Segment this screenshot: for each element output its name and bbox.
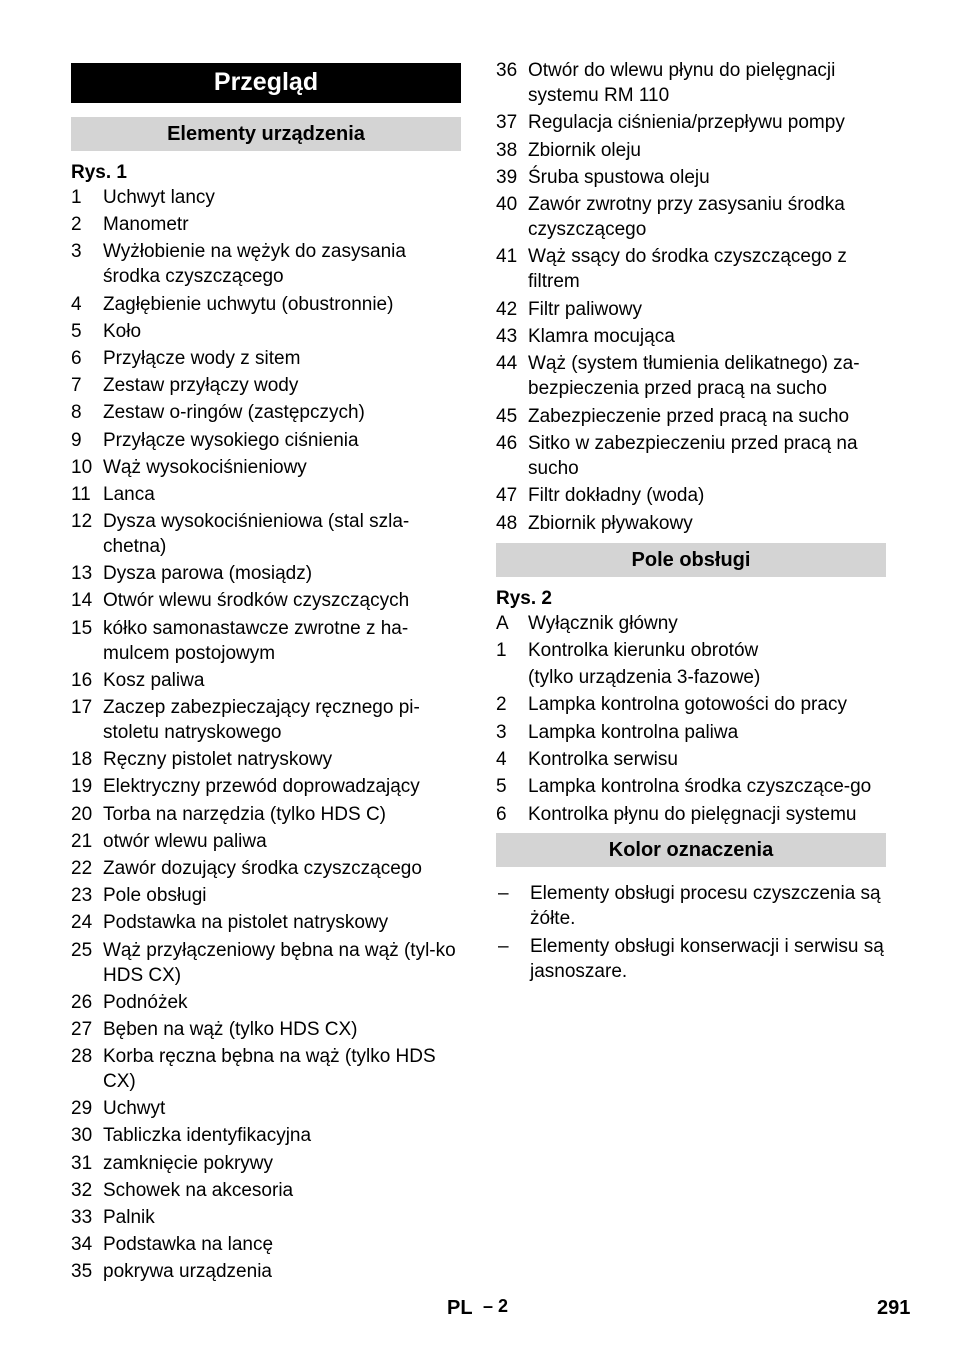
item-text: Pole obsługi: [103, 885, 207, 907]
item-number: 26: [71, 991, 93, 1013]
list-item: [71, 802, 461, 827]
item-number: 11: [71, 483, 91, 505]
item-text: pokrywa urządzenia: [103, 1261, 272, 1283]
item-text: Podstawka na pistolet natryskowy: [103, 912, 389, 934]
item-number: 21: [71, 830, 93, 852]
list-item: [71, 990, 461, 1015]
list-item: [496, 138, 886, 163]
item-text: Zestaw przyłączy wody: [103, 375, 299, 397]
item-number: 22: [71, 857, 93, 879]
item-text: Kontrolka kierunku obrotów: [528, 639, 759, 661]
item-text: Manometr: [103, 214, 189, 236]
figure-label-2: Rys. 2: [496, 587, 552, 609]
item-text: Zawór zwrotny przy zasysaniu środka czyszczącego: [528, 194, 845, 241]
item-number: 4: [71, 293, 82, 315]
item-text: Zbiornik oleju: [528, 139, 641, 161]
left-column: [71, 63, 461, 1287]
item-number: 18: [71, 749, 93, 771]
item-text: Wyłącznik główny: [528, 612, 678, 634]
item-number: 10: [71, 456, 93, 478]
item-number: 29: [71, 1098, 93, 1120]
item-text: Sitko w zabezpieczeniu przed pracą na sucho: [528, 432, 858, 479]
item-number: 42: [496, 298, 518, 320]
item-number: 3: [496, 721, 507, 743]
list-item: [71, 292, 461, 317]
list-item: [496, 431, 886, 481]
item-text: Filtr paliwowy: [528, 298, 643, 320]
item-text: Schowek na akcesoria: [103, 1179, 294, 1201]
item-number: 13: [71, 563, 93, 585]
list-item: [71, 668, 461, 693]
item-number: 44: [496, 353, 518, 375]
list-item: [71, 373, 461, 398]
list-item: [496, 665, 886, 690]
item-text: Koło: [103, 320, 142, 342]
item-text: zamknięcie pokrywy: [103, 1152, 273, 1174]
item-number: 20: [71, 803, 93, 825]
item-number: 2: [71, 214, 82, 236]
item-text: Śruba spustowa oleju: [528, 166, 710, 188]
list-item: [71, 938, 461, 988]
item-text: Wąż wysokociśnieniowy: [103, 456, 307, 478]
item-number: 5: [71, 320, 82, 342]
item-text: Uchwyt lancy: [103, 187, 215, 208]
item-number: 15: [71, 617, 93, 639]
section-heading-control-panel: Pole obsługi: [496, 543, 886, 577]
item-text: (tylko urządzenia 3-fazowe): [528, 667, 761, 689]
right-column: [496, 58, 886, 987]
item-number: 3: [71, 241, 82, 263]
bullet-item: [496, 934, 886, 984]
list-item: [71, 319, 461, 344]
list-item: [496, 297, 886, 322]
list-item: [71, 910, 461, 935]
list-item: [496, 774, 886, 799]
item-text: Podnóżek: [103, 991, 188, 1013]
bullet-item: [496, 881, 886, 931]
item-text: Tabliczka identyfikacyjna: [103, 1125, 312, 1147]
list-item: [496, 351, 886, 401]
item-number: A: [496, 612, 509, 634]
item-text: Lampka kontrolna paliwa: [528, 721, 739, 743]
list-item: [71, 509, 461, 559]
list-item: [496, 692, 886, 717]
item-text: Zabezpieczenie przed pracą na sucho: [528, 405, 850, 427]
item-text: Wąż ssący do środka czyszczącego z filtrem: [528, 246, 847, 293]
list-item: [71, 588, 461, 613]
item-text: Zagłębienie uchwytu (obustronnie): [103, 293, 394, 315]
item-number: 36: [496, 60, 518, 81]
item-number: 19: [71, 776, 93, 798]
item-number: 8: [71, 402, 82, 424]
list-item: [496, 58, 886, 108]
item-text: Korba ręczna bębna na wąż (tylko HDS CX): [103, 1046, 436, 1093]
list-item: [496, 165, 886, 190]
item-number: 41: [496, 246, 518, 268]
list-item: [71, 1259, 461, 1284]
list-item: [71, 883, 461, 908]
item-number: 12: [71, 511, 93, 533]
item-number: 1: [496, 639, 507, 661]
item-number: 27: [71, 1018, 93, 1040]
item-number: 37: [496, 112, 518, 134]
list-item: [71, 455, 461, 480]
item-number: 5: [496, 776, 507, 798]
item-text: Uchwyt: [103, 1098, 166, 1120]
list-item: [71, 400, 461, 425]
item-number: 1: [71, 187, 82, 208]
footer-language: PL: [447, 1297, 473, 1319]
item-number: 16: [71, 669, 93, 691]
item-text: Bęben na wąż (tylko HDS CX): [103, 1018, 358, 1040]
device-elements-list: [71, 185, 461, 1284]
list-item: [496, 802, 886, 827]
item-number: 46: [496, 432, 518, 454]
item-number: 32: [71, 1179, 93, 1201]
bullet-text: Elementy obsługi procesu czyszczenia są żółte.: [530, 882, 881, 929]
item-text: Lampka kontrolna środka czyszczące-go: [528, 776, 872, 798]
item-text: Wyżłobienie na wężyk do zasysania środka czyszczącego: [103, 241, 406, 288]
list-item: [71, 185, 461, 210]
item-text: Palnik: [103, 1207, 155, 1228]
item-number: 40: [496, 194, 518, 216]
list-item: [496, 511, 886, 536]
list-item: [71, 239, 461, 289]
dash-bullet: –: [498, 882, 509, 904]
item-text: Regulacja ciśnienia/przepływu pompy: [528, 112, 845, 134]
list-item: [496, 720, 886, 745]
list-item: [71, 428, 461, 453]
list-item: [496, 244, 886, 294]
list-item: [496, 483, 886, 508]
list-item: [496, 747, 886, 772]
list-item: [71, 1178, 461, 1203]
item-number: 7: [71, 375, 82, 397]
list-item: [71, 829, 461, 854]
bullet-text: Elementy obsługi konserwacji i serwisu są jasnoszare.: [530, 935, 884, 982]
list-item: [496, 638, 886, 663]
list-item: [71, 212, 461, 237]
item-number: 35: [71, 1261, 93, 1283]
list-item: [71, 482, 461, 507]
item-number: 34: [71, 1234, 93, 1256]
item-text: Filtr dokładny (woda): [528, 485, 705, 507]
item-number: 48: [496, 512, 518, 534]
dash-bullet: –: [498, 935, 509, 957]
item-number: 28: [71, 1046, 93, 1068]
item-number: 2: [496, 694, 507, 716]
item-text: Lanca: [103, 483, 155, 505]
list-item: [71, 1205, 461, 1230]
item-text: Elektryczny przewód doprowadzający: [103, 776, 420, 798]
item-number: 17: [71, 697, 93, 718]
item-text: Wąż (system tłumienia delikatnego) za-bezpieczenia przed pracą na sucho: [528, 353, 860, 400]
footer-page-number: 291: [877, 1297, 911, 1319]
section-heading-color-coding: Kolor oznaczenia: [496, 833, 886, 867]
list-item: [496, 404, 886, 429]
list-item: [71, 346, 461, 371]
control-panel-list: [496, 611, 886, 827]
item-text: Kontrolka serwisu: [528, 749, 678, 771]
item-text: kółko samonastawcze zwrotne z ha-mulcem postojowym: [103, 617, 409, 664]
item-number: 47: [496, 485, 518, 507]
item-text: Kosz paliwa: [103, 669, 205, 691]
list-item: [71, 1044, 461, 1094]
item-text: Podstawka na lancę: [103, 1234, 274, 1256]
item-number: 4: [496, 749, 507, 771]
item-text: Zaczep zabezpieczający ręcznego pi-stoletu natryskowego: [103, 697, 420, 743]
item-number: 14: [71, 590, 93, 612]
list-item: [496, 324, 886, 349]
list-item: [496, 192, 886, 242]
item-text: Zbiornik pływakowy: [528, 512, 693, 534]
list-item: [71, 1123, 461, 1148]
section-heading-device-elements: Elementy urządzenia: [71, 117, 461, 151]
list-item: [71, 856, 461, 881]
list-item: [71, 616, 461, 666]
list-item: [71, 1232, 461, 1257]
item-number: 6: [71, 347, 82, 369]
figure-label-1: Rys. 1: [71, 162, 127, 183]
item-number: 45: [496, 405, 518, 427]
item-text: Przyłącze wody z sitem: [103, 347, 301, 369]
item-number: 33: [71, 1207, 93, 1228]
item-number: 6: [496, 803, 507, 825]
item-text: Zestaw o-ringów (zastępczych): [103, 402, 365, 424]
item-number: [496, 665, 528, 690]
device-elements-list-continued: [496, 58, 886, 536]
item-text: Wąż przyłączeniowy bębna na wąż (tyl-ko HDS CX): [103, 939, 456, 986]
item-text: Dysza wysokociśnieniowa (stal szla-chetna): [103, 511, 410, 558]
list-item: [71, 695, 461, 745]
list-item: [71, 774, 461, 799]
footer-local-page: – 2: [483, 1296, 509, 1316]
item-number: 38: [496, 139, 518, 161]
item-text: Otwór wlewu środków czyszczących: [103, 590, 410, 612]
list-item: [496, 110, 886, 135]
item-text: Przyłącze wysokiego ciśnienia: [103, 429, 359, 451]
list-item: [71, 1096, 461, 1121]
page-title: Przegląd: [71, 63, 461, 103]
item-text: Ręczny pistolet natryskowy: [103, 749, 333, 771]
item-number: 39: [496, 166, 518, 188]
item-text: Lampka kontrolna gotowości do pracy: [528, 694, 847, 716]
item-number: 9: [71, 429, 82, 451]
item-number: 25: [71, 939, 93, 961]
list-item: [71, 747, 461, 772]
item-number: 24: [71, 912, 93, 934]
item-number: 23: [71, 885, 93, 907]
item-text: Torba na narzędzia (tylko HDS C): [103, 803, 386, 825]
item-number: 43: [496, 326, 518, 348]
item-number: 30: [71, 1125, 93, 1147]
color-coding-list: [496, 881, 886, 984]
list-item: [496, 611, 886, 636]
item-text: Klamra mocująca: [528, 326, 675, 348]
list-item: [71, 1151, 461, 1176]
item-text: otwór wlewu paliwa: [103, 830, 267, 852]
item-text: Kontrolka płynu do pielęgnacji systemu: [528, 803, 857, 825]
list-item: [71, 1017, 461, 1042]
item-text: Dysza parowa (mosiądz): [103, 563, 313, 585]
list-item: [71, 561, 461, 586]
item-text: Zawór dozujący środka czyszczącego: [103, 857, 422, 879]
item-number: 31: [71, 1152, 93, 1174]
item-text: Otwór do wlewu płynu do pielęgnacji systemu RM 110: [528, 60, 836, 106]
